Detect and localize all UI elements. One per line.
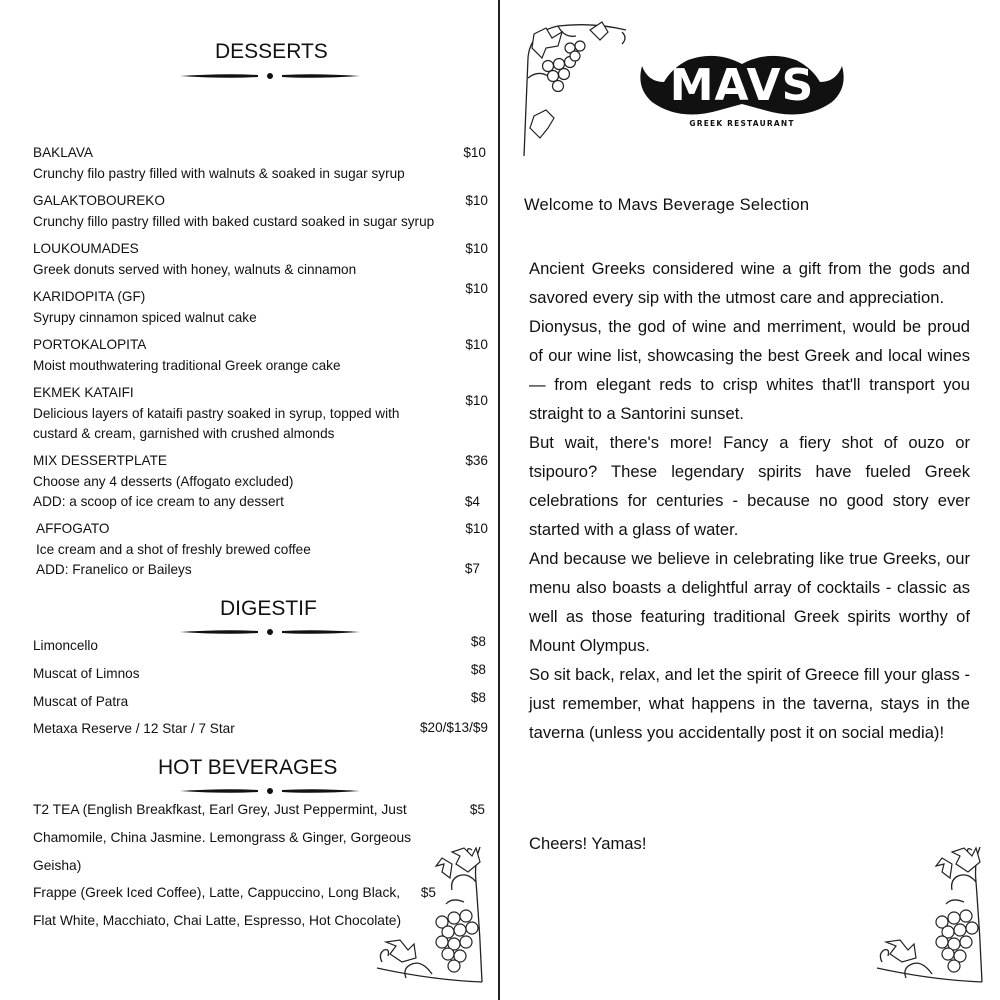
story-paragraph: Dionysus, the god of wine and merriment, would be proud of our wine list, showcasing the best Greek and local wines — from elegant reds to crisp whites that'll transport you straight to a Santorini sunset. — [529, 317, 970, 423]
dessert-name: AFFOGATO — [36, 521, 110, 536]
mustache-logo-icon — [636, 30, 848, 130]
digestif-price: $8 — [470, 662, 486, 677]
dessert-desc: Choose any 4 desserts (Affogato excluded) — [33, 473, 294, 489]
digestif-item: Metaxa Reserve / 12 Star / 7 Star — [33, 721, 235, 736]
dessert-item-mix-plate — [33, 451, 488, 513]
hot-beverages-heading: HOT BEVERAGES — [158, 756, 338, 779]
story-body — [529, 254, 970, 747]
grape-vine-corner-icon — [872, 842, 990, 984]
dessert-desc: Ice cream and a shot of freshly brewed coffee — [36, 541, 311, 557]
dessert-desc: Crunchy fillo pastry filled with baked custard soaked in sugar syrup — [33, 213, 435, 229]
digestif-price: $20/$13/$9 — [419, 720, 488, 735]
hot-beverage-tea: T2 TEA (English Breakfkast, Earl Grey, Just Peppermint, Just Chamomile, China Jasmine. Lemongrass & Ginger, Gorgeous Geisha) — [33, 802, 412, 873]
page-divider — [498, 0, 500, 1000]
dessert-item-galaktoboureko — [33, 191, 488, 232]
digestif-heading: DIGESTIF — [220, 597, 317, 620]
dessert-add-price: $7 — [464, 561, 480, 576]
dessert-price: $10 — [465, 193, 488, 208]
story-paragraph: So sit back, relax, and let the spirit of Greece fill your glass - just remember, what happens in the taverna, stays in the taverna (unless you accidentally post it on social media)! — [529, 665, 970, 742]
hot-beverage-coffee: Frappe (Greek Iced Coffee), Latte, Cappuccino, Long Black, Flat White, Macchiato, Chai Latte, Espresso, Hot Chocolate) — [33, 885, 402, 928]
dessert-name: BAKLAVA — [33, 145, 93, 160]
dessert-item-portokalopita — [33, 335, 488, 376]
digestif-price: $8 — [470, 634, 486, 649]
dessert-price: $36 — [465, 453, 488, 468]
dessert-name: EKMEK KATAIFI — [33, 385, 134, 400]
hot-beverage-price: $5 — [469, 802, 485, 817]
dessert-item-affogato — [36, 519, 491, 581]
grape-vine-corner-icon — [518, 18, 630, 160]
welcome-text: Welcome to Mavs Beverage Selection — [524, 196, 810, 214]
dessert-price: $10 — [465, 337, 488, 352]
dessert-price: $10 — [465, 281, 488, 296]
dessert-price: $10 — [463, 145, 486, 160]
logo-text: MAVS — [669, 60, 815, 111]
dessert-name: KARIDOPITA (GF) — [33, 289, 146, 304]
hot-beverage-price: $5 — [420, 885, 436, 900]
digestif-item: Muscat of Patra — [33, 694, 129, 709]
dessert-name: LOUKOUMADES — [33, 241, 139, 256]
story-paragraph: Ancient Greeks considered wine a gift from the gods and savored every sip with the utmost care and appreciation. — [529, 259, 970, 307]
dessert-name: GALAKTOBOUREKO — [33, 193, 165, 208]
dessert-item-karidopita — [33, 287, 488, 328]
dessert-name: PORTOKALOPITA — [33, 337, 147, 352]
dessert-desc: Greek donuts served with honey, walnuts & cinnamon — [33, 261, 357, 277]
digestif-price: $8 — [470, 690, 486, 705]
dessert-price: $10 — [465, 521, 488, 536]
dessert-add: ADD: a scoop of ice cream to any dessert — [33, 494, 284, 509]
digestif-item: Muscat of Limnos — [33, 666, 140, 681]
ornament-rule-icon — [180, 71, 360, 81]
dessert-item-ekmek-kataifi — [33, 383, 438, 445]
dessert-add-price: $4 — [464, 494, 480, 509]
story-paragraph: But wait, there's more! Fancy a fiery shot of ouzo or tsipouro? These legendary spirits have fueled Greek celebrations for centuries - because no good story ever started with a glass of water. — [529, 433, 970, 539]
story-paragraph: And because we believe in celebrating like true Greeks, our menu also boasts a delightful array of cocktails - classic as well as those featuring traditional Greek spirits worthy of Mount Olympus. — [529, 549, 970, 655]
dessert-item-baklava — [33, 143, 488, 184]
dessert-desc: Syrupy cinnamon spiced walnut cake — [33, 309, 257, 325]
dessert-name: MIX DESSERTPLATE — [33, 453, 167, 468]
digestif-item: Limoncello — [33, 638, 98, 653]
dessert-desc: Delicious layers of kataifi pastry soaked in syrup, topped with custard & cream, garnished with crushed almonds — [33, 405, 400, 441]
desserts-heading: DESSERTS — [215, 40, 328, 63]
dessert-desc: Crunchy filo pastry filled with walnuts & soaked in sugar syrup — [33, 165, 405, 181]
logo-tagline: GREEK RESTAURANT — [689, 119, 795, 128]
ornament-rule-icon — [180, 627, 360, 637]
dessert-price: $10 — [465, 393, 488, 408]
ornament-rule-icon — [180, 786, 360, 796]
dessert-add: ADD: Franelico or Baileys — [36, 562, 192, 577]
grape-vine-corner-icon — [372, 842, 490, 984]
cheers-text: Cheers! Yamas! — [529, 834, 647, 853]
dessert-price: $10 — [465, 241, 488, 256]
dessert-desc: Moist mouthwatering traditional Greek orange cake — [33, 357, 341, 373]
dessert-item-loukoumades — [33, 239, 488, 280]
